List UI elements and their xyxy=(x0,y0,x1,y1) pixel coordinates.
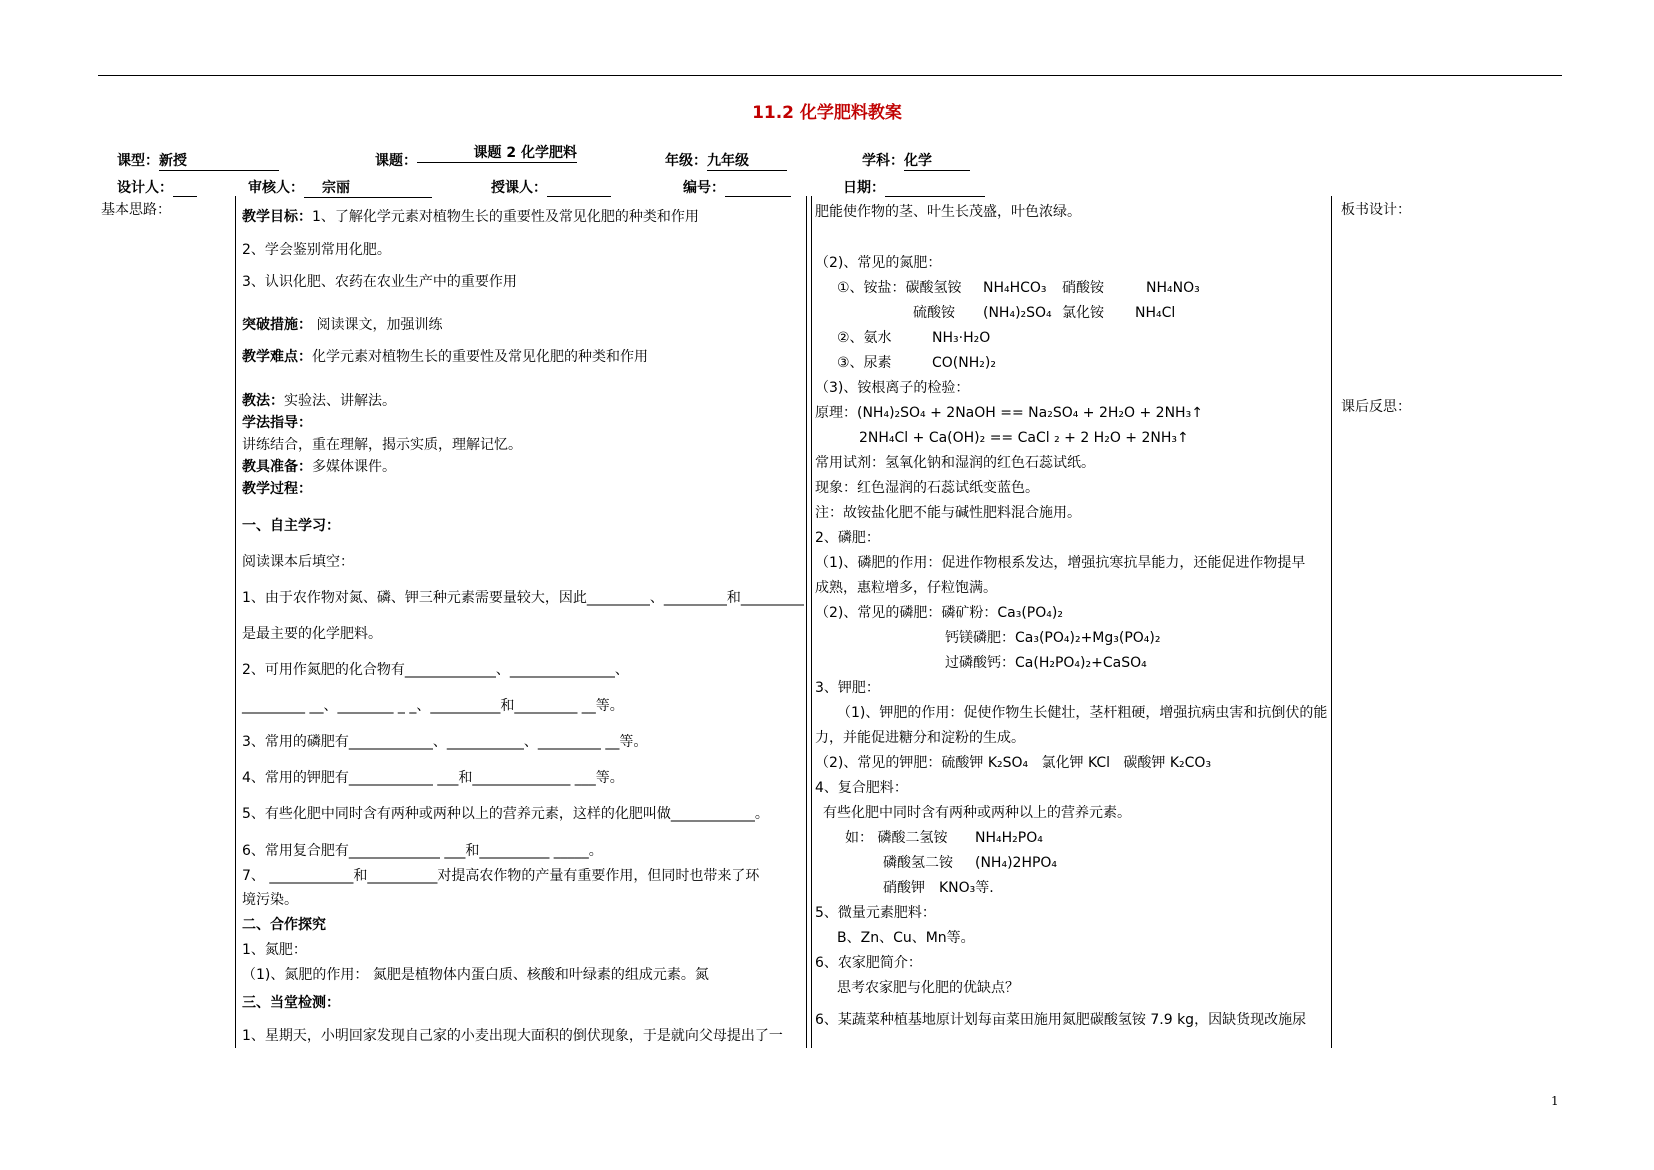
date-blank xyxy=(885,180,985,197)
common-phosphate: （2)、常见的磷肥：磷矿粉：Ca₃(PO₄)₂ xyxy=(815,605,1063,621)
phosphate-fertilizer-heading: 2、磷肥： xyxy=(815,530,880,546)
ammonium-chloride-formula: NH₄Cl xyxy=(1135,305,1176,321)
teaching-aids: 教具准备：多媒体课件。 xyxy=(242,459,396,475)
lesson-type-value: 新授 xyxy=(159,150,279,171)
reviewer-field xyxy=(248,177,432,198)
question-1: 1、由于农作物对氮、磷、钾三种元素需要量较大，因此_________、_________和_________ xyxy=(242,590,804,606)
common-nitrogen-heading: （2)、常见的氮肥： xyxy=(815,255,942,271)
subject-field xyxy=(862,150,970,171)
question-1-cont: 是最主要的化学肥料。 xyxy=(242,626,382,642)
teacher-label: 授课人： xyxy=(491,180,547,196)
ammonium-nitrate-label: 硝酸铵 xyxy=(1062,280,1104,296)
column-divider-left xyxy=(235,196,236,1048)
teaching-process-heading: 教学过程： xyxy=(242,481,312,497)
lesson-type-field xyxy=(117,150,279,171)
potash-role-cont: 力，并能促进糖分和淀粉的生成。 xyxy=(815,730,1025,746)
teaching-goals: 教学目标：1、了解化学元素对植物生长的重要性及常见化肥的种类和作用 xyxy=(242,209,699,225)
common-reagents: 常用试剂：氢氧化钠和湿润的红色石蕊试纸。 xyxy=(815,455,1095,471)
teaching-difficulty: 教学难点：化学元素对植物生长的重要性及常见化肥的种类和作用 xyxy=(242,349,648,365)
number-blank xyxy=(725,180,791,197)
phenomenon: 现象：红色湿润的石蕊试纸变蓝色。 xyxy=(815,480,1039,496)
question-7: 7、 ____________和__________对提高农作物的产量有重要作用，但同时也带来了环 xyxy=(242,868,760,884)
principle-equation-2: 2NH₄Cl + Ca(OH)₂ == CaCl ₂ + 2 H₂O + 2NH₃↑ xyxy=(859,430,1189,446)
grade-field xyxy=(665,150,787,171)
principle-equation-1: 原理：(NH₄)₂SO₄ + 2NaOH == Na₂SO₄ + 2H₂O + 2NH₃↑ xyxy=(815,405,1203,421)
breakthrough-measures: 突破措施： 阅读课文，加强训练 xyxy=(242,317,443,333)
column-divider-right xyxy=(1331,196,1332,1048)
question-7-cont: 境污染。 xyxy=(242,892,298,908)
question-3: 3、常用的磷肥有____________、___________、_________ __等。 xyxy=(242,734,648,750)
basic-approach-label: 基本思路： xyxy=(101,202,171,218)
ammonium-test-heading: （3)、铵根离子的检验： xyxy=(815,380,970,396)
question-5: 5、有些化肥中同时含有两种或两种以上的营养元素，这样的化肥叫做____________。 xyxy=(242,806,769,822)
cooperative-inquiry-heading: 二、合作探究 xyxy=(242,917,326,933)
potassium-nitrate-label: 硝酸钾 xyxy=(883,880,925,896)
subject-label: 学科： xyxy=(862,153,904,169)
question-2-cont: _________ __、________ _ _、__________和_________ __等。 xyxy=(242,698,624,714)
test-question-6: 6、某蔬菜种植基地原计划每亩菜田施用氮肥碳酸氢铵 7.9 kg，因缺货现改施尿 xyxy=(815,1012,1307,1028)
superphosphate: 过磷酸钙：Ca(H₂PO₄)₂+CaSO₄ xyxy=(945,655,1147,671)
subject-value: 化学 xyxy=(904,150,970,171)
reviewer-value: 宗丽 xyxy=(304,177,432,198)
number-field xyxy=(683,177,791,197)
board-design-label: 板书设计： xyxy=(1341,202,1411,218)
ammonium-salts-label: ①、铵盐：碳酸氢铵 xyxy=(837,280,962,296)
potassium-nitrate-formula: KNO₃等. xyxy=(939,880,994,896)
farm-manure-question: 思考农家肥与化肥的优缺点？ xyxy=(837,980,1019,996)
ammonium-chloride-label: 氯化铵 xyxy=(1062,305,1104,321)
self-study-heading: 一、自主学习： xyxy=(242,518,340,534)
topic-field xyxy=(375,145,577,170)
lesson-type-label: 课型： xyxy=(117,153,159,169)
column-divider-middle-b xyxy=(811,196,812,1048)
topic-label: 课题： xyxy=(375,153,417,169)
question-2: 2、可用作氮肥的化合物有_____________、_______________、 xyxy=(242,662,629,678)
phosphate-role-cont: 成熟，惠粒增多，仔粒饱满。 xyxy=(815,580,997,596)
nitrogen-fertilizer-role: （1)、氮肥的作用： 氮肥是植物体内蛋白质、核酸和叶绿素的组成元素。氮 xyxy=(242,967,709,983)
designer-label: 设计人： xyxy=(117,180,173,196)
test-question-1: 1、星期天，小明回家发现自己家的小麦出现大面积的倒伏现象，于是就向父母提出了一 xyxy=(242,1028,783,1044)
farm-manure-heading: 6、农家肥简介： xyxy=(815,955,922,971)
in-class-test-heading: 三、当堂检测： xyxy=(242,995,340,1011)
phosphate-role: （1)、磷肥的作用：促进作物根系发达，增强抗寒抗旱能力，还能促进作物提早 xyxy=(815,555,1306,571)
urea-label: ③、尿素 xyxy=(837,355,892,371)
ammonia-water-formula: NH₃·H₂O xyxy=(932,330,991,346)
grade-label: 年级： xyxy=(665,153,707,169)
post-class-reflection-label: 课后反思： xyxy=(1341,399,1411,415)
goal-2: 2、学会鉴别常用化肥。 xyxy=(242,242,391,258)
nitrogen-fertilizer-heading: 1、氮肥： xyxy=(242,942,307,958)
grade-value: 九年级 xyxy=(707,150,787,171)
number-label: 编号： xyxy=(683,180,725,196)
topic-value: 课题 2 化学肥料 xyxy=(417,142,577,163)
note: 注：故铵盐化肥不能与碱性肥料混合施用。 xyxy=(815,505,1081,521)
teaching-method: 教法：实验法、讲解法。 xyxy=(242,393,396,409)
top-rule xyxy=(98,75,1562,76)
urea-formula: CO(NH₂)₂ xyxy=(932,355,996,371)
goal-3: 3、认识化肥、农药在农业生产中的重要作用 xyxy=(242,274,517,290)
diammonium-example-label: 如： 磷酸二氢铵 xyxy=(845,830,948,846)
common-potash: （2)、常见的钾肥：硫酸钾 K₂SO₄ 氯化钾 KCl 碳酸钾 K₂CO₃ xyxy=(815,755,1212,771)
teacher-blank xyxy=(547,180,611,197)
teacher-field xyxy=(491,177,611,197)
compound-definition: 有些化肥中同时含有两种或两种以上的营养元素。 xyxy=(823,805,1131,821)
trace-elements: B、Zn、Cu、Mn等。 xyxy=(837,930,975,946)
fill-in-instruction: 阅读课本后填空： xyxy=(242,554,354,570)
question-6: 6、常用复合肥有_____________ ___和__________ _____。 xyxy=(242,843,603,859)
designer-blank xyxy=(173,180,197,197)
ammonium-sulfate-label: 硫酸铵 xyxy=(913,305,955,321)
ammonium-nitrate-formula: NH₄NO₃ xyxy=(1146,280,1200,296)
study-guidance-heading: 学法指导： xyxy=(242,415,312,431)
study-guidance: 讲练结合，重在理解，揭示实质，理解记忆。 xyxy=(242,437,522,453)
ammonium-sulfate-formula: (NH₄)₂SO₄ xyxy=(983,305,1052,321)
ammonia-water-label: ②、氨水 xyxy=(837,330,892,346)
diammonium-phosphate-label: 磷酸氢二铵 xyxy=(883,855,953,871)
column-divider-middle-a xyxy=(806,196,807,1048)
designer-field xyxy=(117,177,197,197)
potash-role: （1)、钾肥的作用：促使作物生长健壮，茎杆粗硬，增强抗病虫害和抗倒伏的能 xyxy=(837,705,1328,721)
compound-fertilizer-heading: 4、复合肥料： xyxy=(815,780,908,796)
diammonium-phosphate-formula: (NH₄)2HPO₄ xyxy=(975,855,1058,871)
ammonium-dihydrogen-phosphate-formula: NH₄H₂PO₄ xyxy=(975,830,1043,846)
ammonium-bicarbonate-formula: NH₄HCO₃ xyxy=(983,280,1047,296)
page-number: 1 xyxy=(1551,1094,1559,1108)
reviewer-label: 审核人： xyxy=(248,180,304,196)
date-field xyxy=(843,177,985,197)
page-title: 11.2 化学肥料教案 xyxy=(752,103,902,123)
question-4: 4、常用的钾肥有____________ ___和______________ ___等。 xyxy=(242,770,624,786)
nitrogen-role-cont: 肥能使作物的茎、叶生长茂盛，叶色浓绿。 xyxy=(815,204,1081,220)
calcium-magnesium-phosphate: 钙镁磷肥：Ca₃(PO₄)₂+Mg₃(PO₄)₂ xyxy=(945,630,1161,646)
potash-fertilizer-heading: 3、钾肥： xyxy=(815,680,880,696)
trace-element-heading: 5、微量元素肥料： xyxy=(815,905,936,921)
date-label: 日期： xyxy=(843,180,885,196)
